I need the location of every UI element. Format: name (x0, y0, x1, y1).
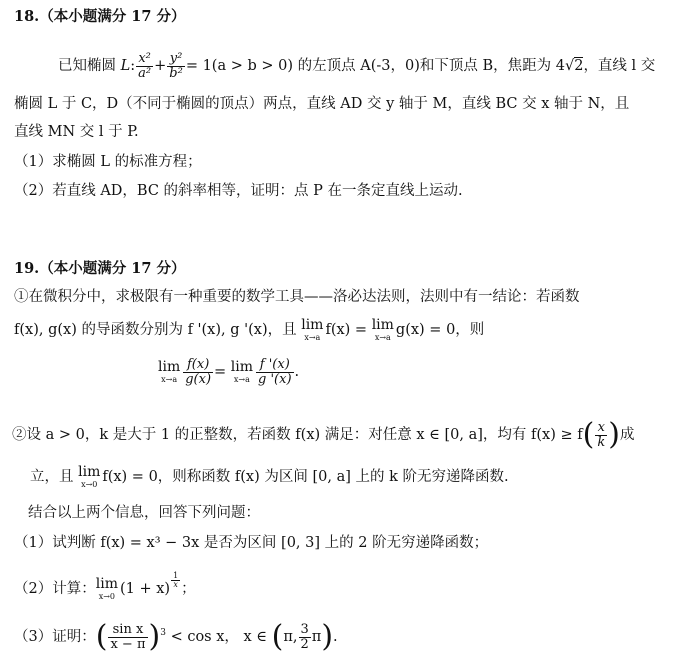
lim-sub: x→a (374, 333, 391, 342)
q19-text: （3）证明： (14, 629, 96, 645)
q18-part2: （2）若直线 AD，BC 的斜率相等，证明：点 P 在一条定直线上运动. (14, 183, 463, 199)
q19-heading: 19.（本小题满分 17 分） (14, 260, 186, 277)
colon: : (130, 58, 136, 75)
frac-den: x (173, 580, 178, 590)
frac-num: 1 (173, 571, 179, 580)
exponent: 3 (160, 628, 166, 639)
lim-word: lim (230, 359, 254, 376)
q19-part1: （1）试判断 f(x) = x³ − 3x 是否为区间 [0, 3] 上的 2 阶无穷递降函数； (14, 535, 489, 551)
lim-word: lim (78, 464, 101, 480)
q19-text: f(x) = (325, 322, 372, 338)
q19-text: g(x) = 0，则 (395, 322, 485, 338)
q19-part2 (14, 572, 196, 601)
frac-den: g '(x) (258, 371, 292, 387)
pi: π (311, 629, 322, 645)
frac-den: b² (169, 65, 183, 81)
q19-c1-line2 (14, 318, 484, 342)
x2-over-a2 (136, 52, 153, 80)
limit (96, 577, 118, 601)
frac-den: x − π (110, 636, 146, 652)
fprime-over-gprime (256, 358, 294, 386)
comma: , (292, 629, 298, 645)
frac-num: 3 (300, 621, 309, 637)
q18-part1: （1）求椭圆 L 的标准方程； (14, 154, 202, 170)
limit (301, 318, 323, 342)
q19-part3 (14, 619, 338, 654)
period: . (333, 629, 338, 645)
ellipse-name: L (120, 58, 131, 75)
q19-c1-line1: ①在微积分中，求极限有一种重要的数学工具——洛必达法则，法则中有一结论：若函数 (14, 289, 580, 305)
ellipse-condition: = 1(a > b > 0) (185, 58, 293, 75)
paren-right: ) (608, 417, 620, 452)
q18-line2: 椭圆 L 于 C，D（不同于椭圆的顶点）两点，直线 AD 交 y 轴于 M，直线 BC 交 x 轴于 N，且 (14, 96, 630, 112)
frac-den: 2 (300, 636, 309, 652)
sinx-over-xminuspi (108, 623, 147, 651)
frac-num: f(x) (183, 358, 213, 373)
lim-sub: x→0 (81, 480, 98, 489)
q19-text: < cos x， x ∈ (170, 629, 268, 645)
paren-left: ( (95, 619, 108, 654)
frac-den: k (597, 434, 606, 450)
frac-num: x (595, 421, 607, 436)
limit (158, 360, 180, 384)
x-over-k (595, 421, 607, 449)
f-over-g (183, 358, 213, 386)
lim-sub: x→a (161, 375, 178, 385)
exp-1-over-x (171, 572, 180, 590)
q19-expr: (1 + x) (119, 581, 171, 598)
frac-den: g(x) (185, 371, 212, 387)
frac-num: y² (167, 52, 185, 67)
paren-right: ) (148, 619, 161, 654)
q19-c2-line2 (30, 465, 509, 489)
pi: π (283, 629, 293, 645)
q18-line1 (58, 52, 655, 80)
q18-text: 的左顶点 A(-3，0)和下顶点 B，焦距为 4 (293, 58, 565, 75)
paren-left: ( (271, 619, 284, 654)
period: . (294, 364, 300, 381)
plus: + (154, 58, 167, 75)
three-halves (299, 623, 311, 651)
frac-num: x² (136, 52, 153, 67)
q19-text: ； (181, 581, 196, 598)
q19-text: f(x), g(x) 的导函数分别为 f '(x), g '(x)，且 (14, 322, 302, 338)
frac-num: sin x (108, 623, 147, 638)
q19-text: ②设 a > 0，k 是大于 1 的正整数，若函数 f(x) 满足：对任意 x ∈ [0, a]，均有 f(x) ≥ f (12, 427, 583, 443)
limit (231, 360, 253, 384)
lim-word: lim (158, 359, 181, 376)
q19-text: 成 (619, 427, 635, 443)
lim-sub: x→a (233, 375, 250, 385)
lim-sub: x→0 (98, 592, 115, 602)
lhopital-formula (158, 358, 299, 386)
q18-text: ，直线 l 交 (583, 58, 656, 75)
q19-c2-line1 (12, 417, 635, 452)
lim-sub: x→a (304, 333, 321, 342)
sqrt-sign: √ (564, 58, 575, 75)
lim-word: lim (371, 317, 394, 333)
q18-line3: 直线 MN 交 l 于 P. (14, 124, 139, 140)
frac-den: a² (138, 65, 152, 81)
q19-text: 立，且 (30, 469, 79, 485)
equals: = (214, 364, 227, 381)
paren-right: ) (321, 619, 334, 654)
q19-combine: 结合以上两个信息，回答下列问题： (28, 505, 260, 521)
q18-heading: 18.（本小题满分 17 分） (14, 8, 186, 25)
lim-word: lim (95, 576, 118, 593)
limit (372, 318, 394, 342)
q19-text: f(x) = 0，则称函数 f(x) 为区间 [0, a] 上的 k 阶无穷递降函数. (102, 469, 509, 485)
paren-left: ( (582, 417, 595, 452)
limit (78, 465, 100, 489)
frac-num: f '(x) (256, 358, 294, 373)
sqrt-value: 2 (574, 58, 584, 75)
y2-over-b2 (167, 52, 185, 80)
q18-text: 已知椭圆 (58, 58, 121, 75)
q19-text: （2）计算： (14, 581, 96, 598)
lim-word: lim (301, 317, 324, 333)
